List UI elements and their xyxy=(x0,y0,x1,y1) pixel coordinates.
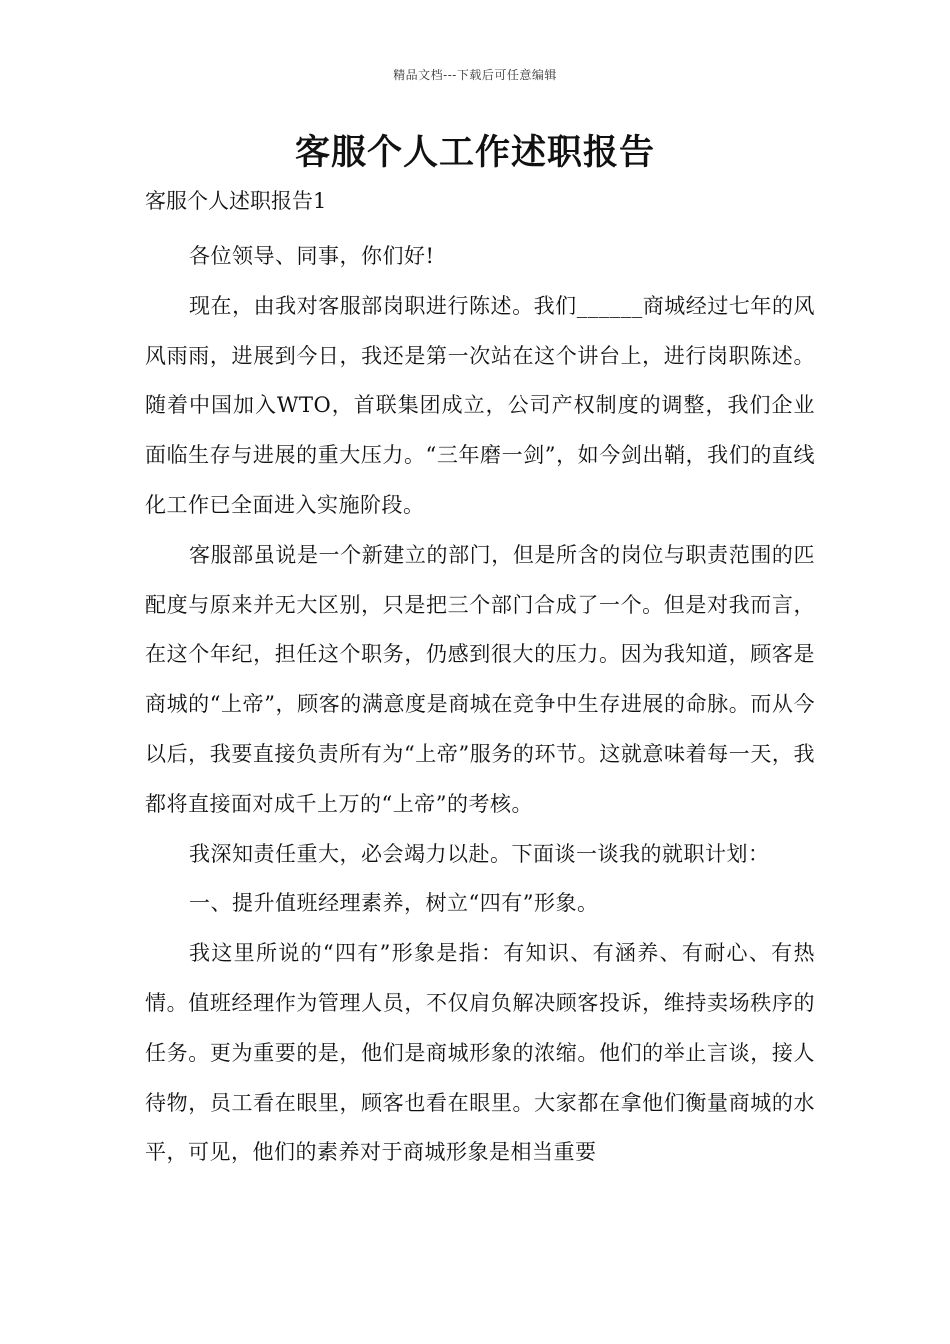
paragraph-four-haves: 我这里所说的“四有”形象是指：有知识、有涵养、有耐心、有热情。值班经理作为管理人员，不仅肩负解决顾客投诉，维持卖场秩序的任务。更为重要的是，他们是商城形象的浓缩。他们的举止言谈，接人待物，员工看在眼里，顾客也看在眼里。大家都在拿他们衡量商城的水平，可见，他们的素养对于商城形象是相当重要 xyxy=(145,941,815,1165)
paragraph-plan-intro: 我深知责任重大，必会竭力以赴。下面谈一谈我的就职计划： xyxy=(189,841,770,866)
paragraph-intro: 现在，由我对客服部岗职进行陈述。我们______商城经过七年的风风雨雨，进展到今日，我还是第一次站在这个讲台上，进行岗职陈述。随着中国加入WTO，首联集团成立，公司产权制度的调整，我们企业面临生存与进展的重大压力。“三年磨一剑”，如今剑出鞘，我们的直线化工作已全面进入实施阶段。 xyxy=(145,293,815,517)
paragraph-section-heading: 一、提升值班经理素养，树立“四有”形象。 xyxy=(189,891,599,916)
paragraph-greeting: 各位领导、同事，你们好! xyxy=(189,244,435,268)
body-text xyxy=(145,232,815,1178)
paragraph-department: 客服部虽说是一个新建立的部门，但是所含的岗位与职责范围的匹配度与原来并无大区别，只是把三个部门合成了一个。但是对我而言，在这个年纪，担任这个职务，仍感到很大的压力。因为我知道，顾客是商城的“上帝”，顾客的满意度是商城在竞争中生存进展的命脉。而从今以后，我要直接负责所有为“上帝”服务的环节。这就意味着每一天，我都将直接面对成千上万的“上帝”的考核。 xyxy=(145,542,815,816)
header-note: 精品文档---下载后可任意编辑 xyxy=(393,68,557,82)
document-title: 客服个人工作述职报告 xyxy=(294,132,655,173)
section-subtitle: 客服个人述职报告1 xyxy=(145,189,327,213)
